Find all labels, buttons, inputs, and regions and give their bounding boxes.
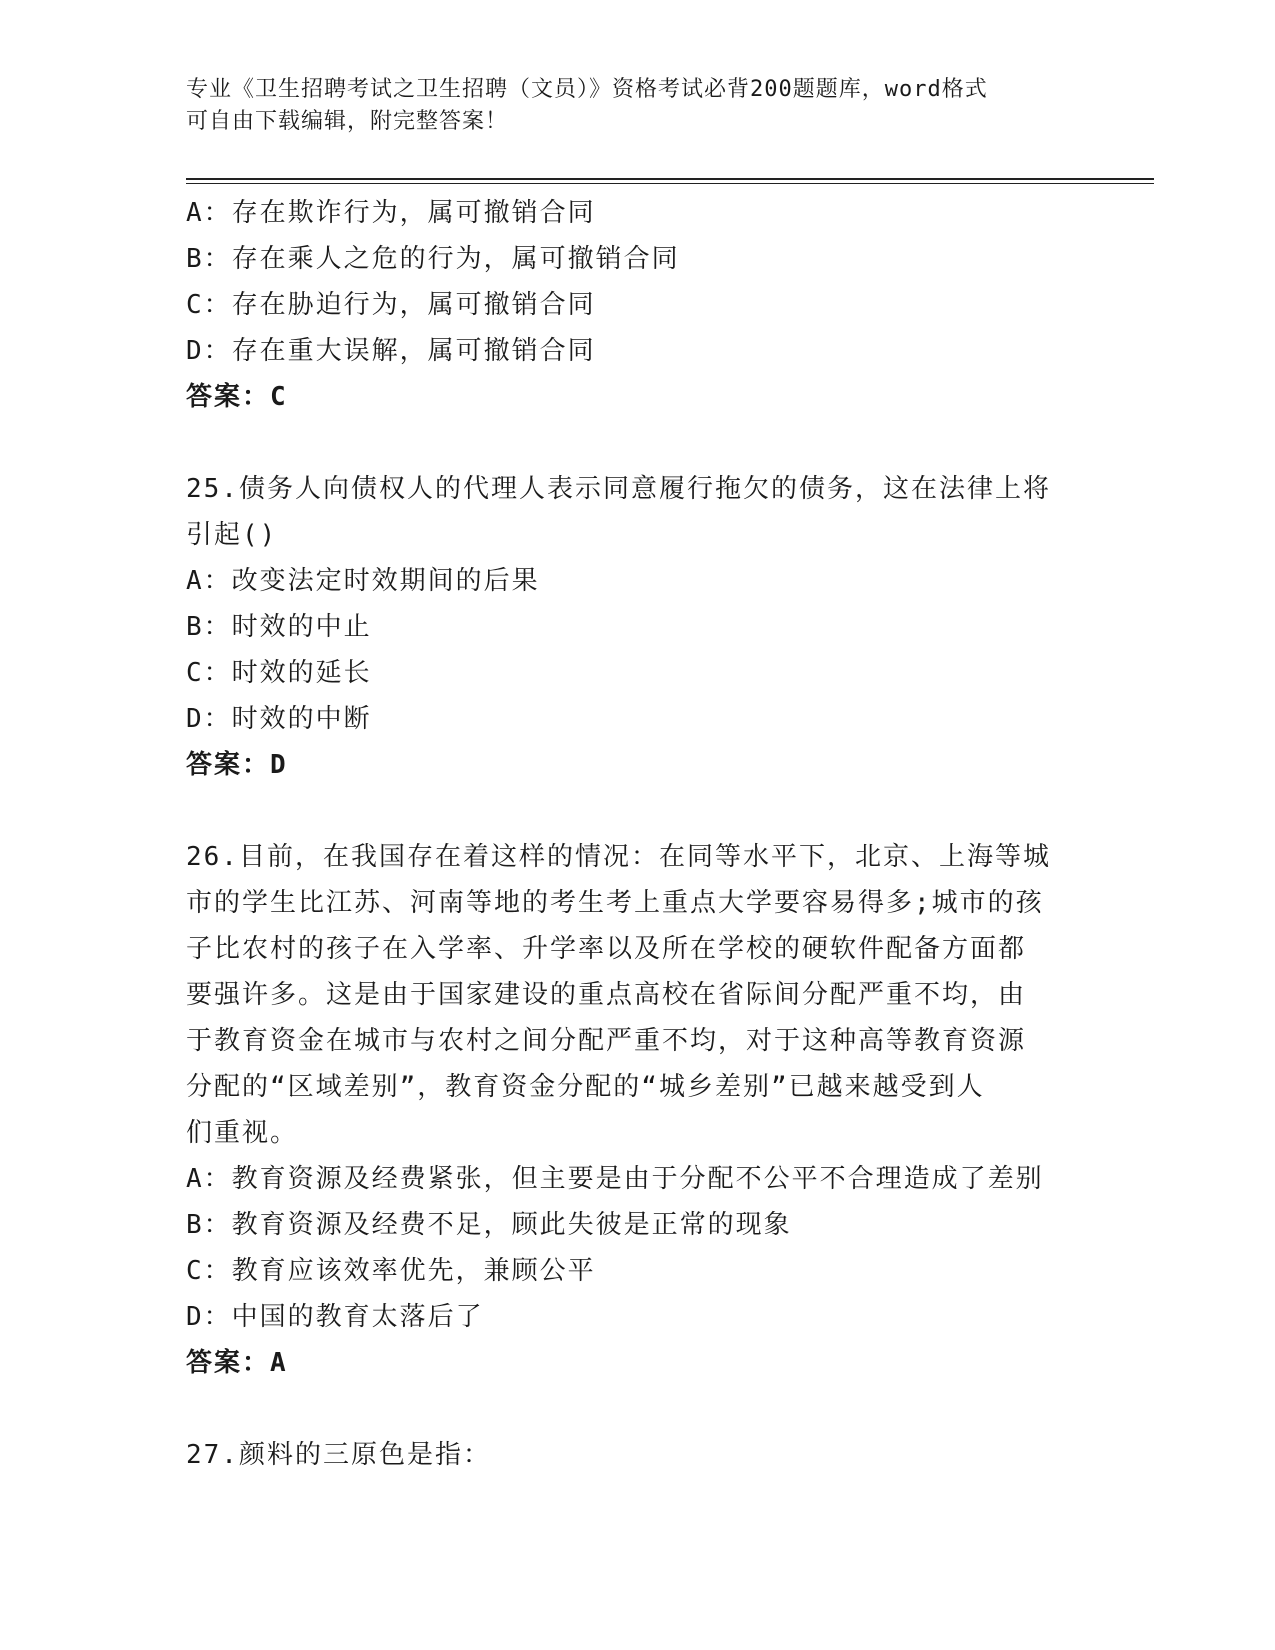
spacer	[186, 788, 1066, 834]
spacer	[186, 1386, 1066, 1432]
question-27	[186, 1432, 1066, 1478]
question-text-line-4: 要强许多。这是由于国家建设的重点高校在省际间分配严重不均，由	[186, 980, 1027, 1010]
answer: 答案：C	[186, 382, 288, 412]
spacer	[186, 420, 1066, 466]
question-text-line-2: 市的学生比江苏、河南等地的考生考上重点大学要容易得多;城市的孩	[186, 888, 1044, 918]
question-text-line-5: 于教育资金在城市与农村之间分配严重不均，对于这种高等教育资源	[186, 1026, 1027, 1056]
option-b: B：时效的中止	[186, 612, 372, 642]
header-title-line-2: 可自由下载编辑，附完整答案！	[186, 109, 509, 134]
option-b: B：教育资源及经费不足，顾此失彼是正常的现象	[186, 1210, 792, 1240]
header-title-line-1: 专业《卫生招聘考试之卫生招聘（文员）》资格考试必背200题题库，word格式	[186, 77, 988, 102]
question-text-line-6: 分配的“区域差别”，教育资金分配的“城乡差别”已越来越受到人	[186, 1072, 985, 1102]
option-c: C：教育应该效率优先，兼顾公平	[186, 1256, 596, 1286]
header-divider-thin	[186, 183, 1154, 184]
option-d: D：中国的教育太落后了	[186, 1302, 484, 1332]
option-d: D：存在重大误解，属可撤销合同	[186, 336, 596, 366]
question-25	[186, 466, 1066, 788]
answer: 答案：D	[186, 750, 288, 780]
answer: 答案：A	[186, 1348, 288, 1378]
question-text-line-1: 27.颜料的三原色是指：	[186, 1440, 491, 1470]
question-text-line-7: 们重视。	[186, 1118, 299, 1148]
option-b: B：存在乘人之危的行为，属可撤销合同	[186, 244, 680, 274]
question-24	[186, 190, 1066, 420]
question-list	[186, 190, 1066, 1478]
option-c: C：存在胁迫行为，属可撤销合同	[186, 290, 596, 320]
question-text-line-3: 子比农村的孩子在入学率、升学率以及所在学校的硬软件配备方面都	[186, 934, 1027, 964]
option-a: A：存在欺诈行为，属可撤销合同	[186, 198, 596, 228]
option-d: D：时效的中断	[186, 704, 372, 734]
document-header	[186, 74, 1086, 138]
option-c: C：时效的延长	[186, 658, 372, 688]
question-text-line-1: 26.目前，在我国存在着这样的情况：在同等水平下，北京、上海等城	[186, 842, 1051, 872]
option-a: A：教育资源及经费紧张，但主要是由于分配不公平不合理造成了差别	[186, 1164, 1044, 1194]
header-divider-thick	[186, 178, 1154, 180]
question-26	[186, 834, 1066, 1386]
question-text-line-1: 25.债务人向债权人的代理人表示同意履行拖欠的债务，这在法律上将	[186, 474, 1051, 504]
question-text-line-2: 引起()	[186, 520, 278, 550]
option-a: A：改变法定时效期间的后果	[186, 566, 540, 596]
